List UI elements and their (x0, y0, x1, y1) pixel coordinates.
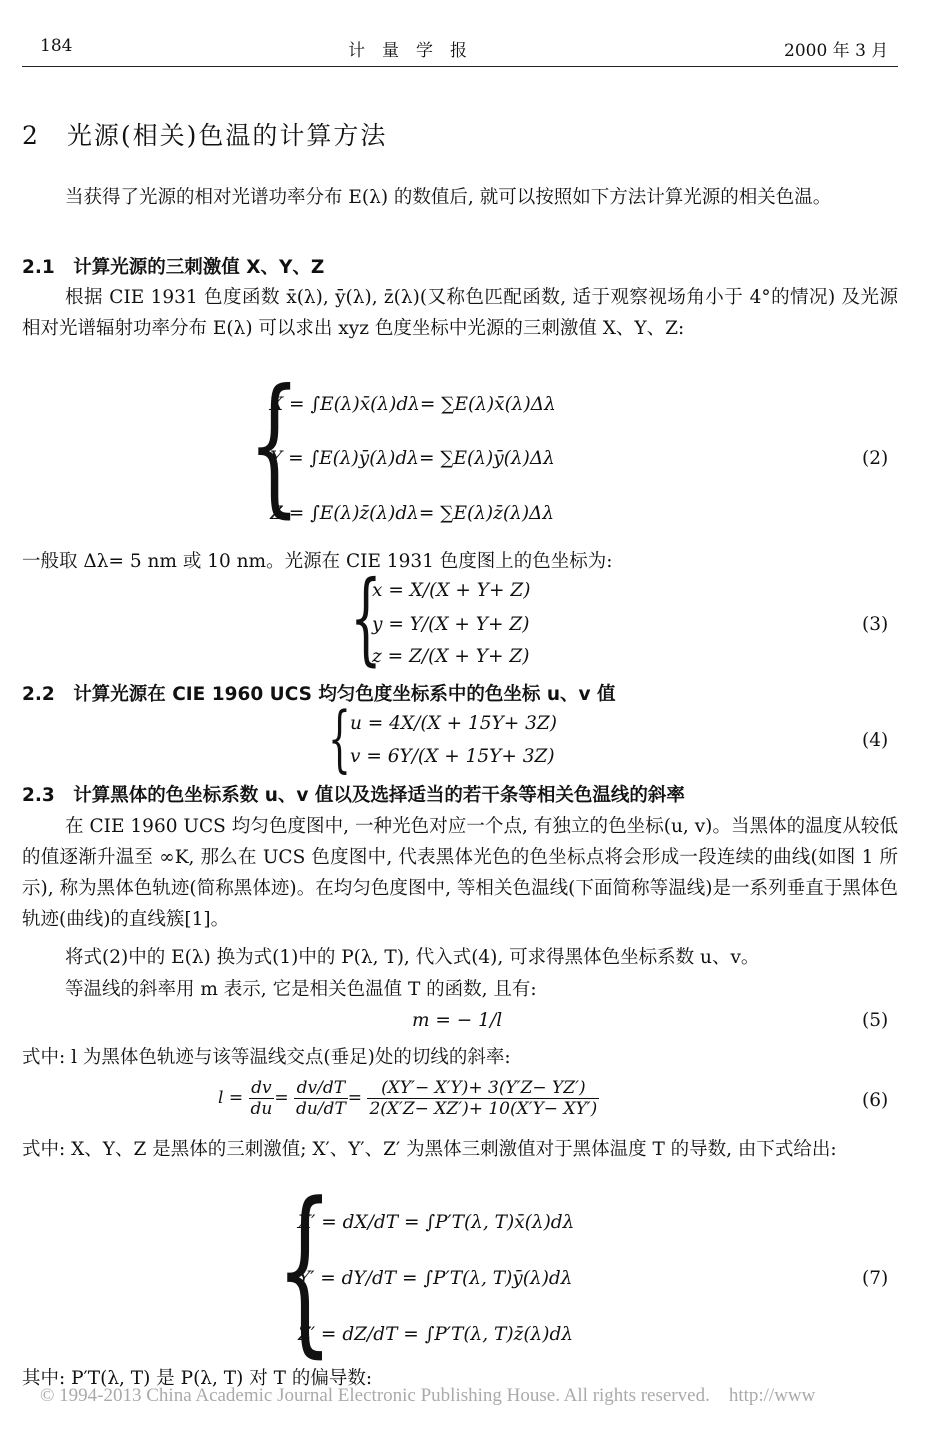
eq3-line-y: y = Y/(X + Y+ Z) (372, 614, 530, 635)
eq2-number: (2) (862, 448, 889, 469)
eq4-brace: { (328, 696, 351, 780)
eq5-number: (5) (862, 1010, 889, 1031)
page-number: 184 (40, 36, 73, 56)
copyright-watermark: © 1994-2013 China Academic Journal Electronic Publishing House. All rights reserved. http://www (40, 1385, 816, 1406)
subsection-2-1-title: 2.1 计算光源的三刺激值 X、Y、Z (22, 257, 325, 278)
eq4-number: (4) (862, 730, 889, 751)
eq6-number: (6) (862, 1090, 889, 1111)
slope-paragraph: 等温线的斜率用 m 表示, 它是相关色温值 T 的函数, 且有: (65, 979, 537, 1000)
eq7-line-x: X′ = dX/dT = ∫P′T(λ, T)x̄(λ)dλ (298, 1212, 575, 1233)
eq6-frac-2: $\frac{dv/dT}{du/dT}$ (296, 1078, 346, 1119)
eq7-number: (7) (862, 1268, 889, 1289)
derivative-paragraph: 式中: X、Y、Z 是黑体的三刺激值; X′、Y′、Z′ 为黑体三刺激值对于黑体温度 T 的导数, 由下式给出: (22, 1139, 837, 1160)
eq7-line-y: Y′ = dY/dT = ∫P′T(λ, T)ȳ(λ)dλ (298, 1268, 573, 1289)
eq4-line-v: v = 6Y/(X + 15Y+ 3Z) (350, 746, 555, 767)
subsection-2-3-title: 2.3 计算黑体的色坐标系数 u、v 值以及选择适当的若干条等相关色温线的斜率 (22, 785, 685, 806)
journal-title: 计 量 学 报 (348, 41, 467, 61)
eq3-number: (3) (862, 614, 889, 635)
eq3-brace: { (350, 559, 382, 676)
partial-derivative-text: 其中: P′T(λ, T) 是 P(λ, T) 对 T 的偏导数: (22, 1368, 373, 1389)
eq3-line-z: z = Z/(X + Y+ Z) (372, 646, 530, 667)
section-title: 2 光源(相关)色温的计算方法 (22, 121, 388, 150)
eq4-line-u: u = 4X/(X + 15Y+ 3Z) (350, 713, 557, 734)
eq6-frac-1: $\frac{dv}{du}$ (250, 1078, 273, 1119)
subsection-2-2-title: 2.2 计算光源在 CIE 1960 UCS 均匀色度坐标系中的色坐标 u、v 值 (22, 684, 616, 705)
eq7-brace: { (276, 1165, 334, 1374)
eq7-line-z: Z′ = dZ/dT = ∫P′T(λ, T)z̄(λ)dλ (298, 1324, 574, 1345)
intro-paragraph: 当获得了光源的相对光谱功率分布 E(λ) 的数值后, 就可以按照如下方法计算光源的相关色温。 (65, 187, 832, 208)
l-definition: 式中: l 为黑体色轨迹与该等温线交点(垂足)处的切线的斜率: (22, 1047, 511, 1068)
eq5: m = − 1/l (412, 1010, 503, 1031)
eq2-line-y: Y = ∫E(λ)ȳ(λ)dλ= ∑E(λ)ȳ(λ)Δλ (270, 448, 555, 469)
subsection-2-3-text: 在 CIE 1960 UCS 均匀色度图中, 一种光色对应一个点, 有独立的色坐标(u, v)。当黑体的温度从较低的值逐渐升温至 ∞K, 那么在 UCS 色度图中, 代表黑体光色的色坐标点将会形成一段连续的曲线(如图 1 所示), 称为黑体色轨迹(简称黑体迹)。在均匀色度图中, 等相关色温线(下面简称等温线)是一系列垂直于黑体色轨迹(曲线)的直线簇[1]。 (22, 816, 898, 930)
subsection-2-1-text: 根据 CIE 1931 色度函数 x̄(λ), ȳ(λ), z̄(λ)(又称色匹配函数, 适于观察视场角小于 4°的情况) 及光源相对光谱辐射功率分布 E(λ) 可以求出 xyz 色度坐标中光源的三刺激值 X、Y、Z: (22, 287, 898, 339)
replace-paragraph: 将式(2)中的 E(λ) 换为式(1)中的 P(λ, T), 代入式(4), 可求得黑体色坐标系数 u、v。 (65, 947, 760, 968)
header-rule (22, 66, 898, 67)
issue-date: 2000 年 3 月 (784, 41, 889, 61)
eq6-frac-3: $\frac{(XY'- X'Y)+ 3(Y'Z- YZ')}{2(X'Z- XZ')+ 10(X'Y- XY')}$ (369, 1078, 598, 1119)
eq2-brace: { (248, 358, 301, 532)
delta-lambda-text: 一般取 Δλ= 5 nm 或 10 nm。光源在 CIE 1931 色度图上的色坐标为: (22, 551, 613, 572)
eq6: l = $\frac{dv}{du}$ = $\frac{dv/dT}{du/dT}$ = $\frac{(XY'- X'Y)+ 3(Y'Z- YZ')}{2(X'Z- XZ')+ 10(X'Y- XY')}$ (218, 1078, 598, 1119)
eq2-line-z: Z = ∫E(λ)z̄(λ)dλ= ∑E(λ)z̄(λ)Δλ (270, 503, 555, 524)
eq6-lhs: l = (218, 1088, 244, 1108)
eq2-line-x: X = ∫E(λ)x̄(λ)dλ= ∑E(λ)x̄(λ)Δλ (270, 394, 556, 415)
eq3-line-x: x = X/(X + Y+ Z) (372, 580, 531, 601)
